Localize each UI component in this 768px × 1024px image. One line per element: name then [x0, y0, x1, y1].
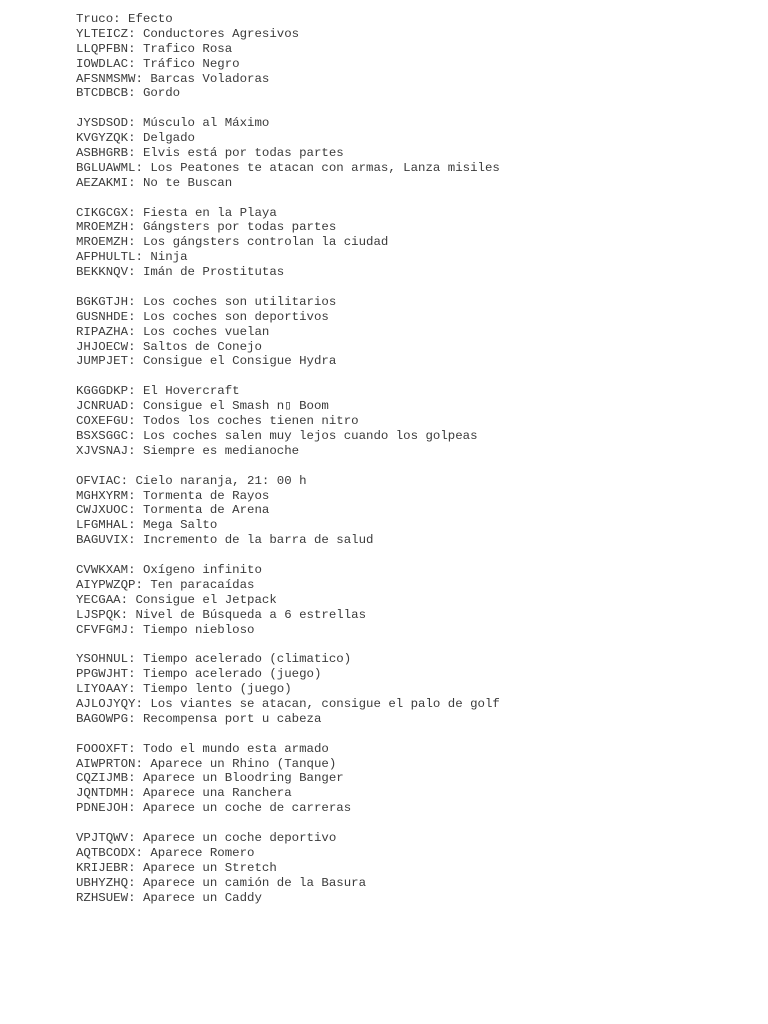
cheat-effect: Aparece un Bloodring Banger — [142, 771, 344, 786]
cheat-line — [76, 712, 756, 727]
group-spacer — [76, 548, 756, 563]
group-spacer — [76, 191, 756, 206]
cheat-line — [76, 444, 756, 459]
cheat-effect: Ten paracaídas — [150, 577, 255, 592]
cheat-line — [76, 876, 756, 891]
cheat-effect: Aparece un coche de carreras — [142, 801, 352, 816]
cheat-effect: Elvis está por todas partes — [142, 146, 344, 161]
cheat-line — [76, 131, 756, 146]
separator: : — [128, 890, 143, 905]
group-spacer — [76, 369, 756, 384]
group-spacer — [76, 459, 756, 474]
cheat-line — [76, 72, 756, 87]
cheat-effect: Imán de Prostitutas — [142, 265, 285, 280]
separator: : — [128, 667, 143, 682]
cheat-effect: Recompensa port u cabeza — [142, 711, 322, 726]
separator: : — [128, 443, 143, 458]
cheat-line — [76, 235, 756, 250]
cheat-effect: Tiempo lento (juego) — [142, 682, 292, 697]
separator: : — [128, 860, 143, 875]
cheat-code: BEKKNQV — [76, 265, 129, 280]
cheat-effect: Tiempo acelerado (climatico) — [142, 652, 352, 667]
cheat-effect: Tráfico Negro — [142, 56, 240, 71]
cheat-line — [76, 757, 756, 772]
cheat-code: BAGUVIX — [76, 533, 129, 548]
cheat-effect: Los Peatones te atacan con armas, Lanza misiles — [150, 160, 500, 175]
cheat-line — [76, 697, 756, 712]
cheat-code: JHJOECW — [76, 339, 129, 354]
cheat-effect: Los viantes se atacan, consigue el palo de golf — [150, 696, 500, 711]
cheat-code: JQNTDMH — [76, 786, 129, 801]
cheat-code: GUSNHDE — [76, 309, 129, 324]
separator: : — [128, 116, 143, 131]
separator: : — [135, 250, 151, 265]
cheat-effect: Siempre es medianoche — [142, 443, 300, 458]
separator: : — [128, 235, 143, 250]
separator: : — [128, 175, 143, 190]
cheat-effect: Aparece un Stretch — [142, 860, 277, 875]
cheat-code: IOWDLAC — [76, 56, 129, 71]
separator: : — [128, 711, 143, 726]
cheat-group — [76, 563, 756, 637]
cheat-line — [76, 42, 756, 57]
separator: : — [128, 56, 143, 71]
separator: : — [128, 414, 143, 429]
cheat-line — [76, 399, 756, 414]
separator: : — [128, 384, 143, 399]
cheat-code: CQZIJMB — [76, 771, 129, 786]
cheat-effect: Consigue el Smash n▯ Boom — [142, 399, 329, 414]
cheat-line — [76, 846, 756, 861]
cheat-line — [76, 340, 756, 355]
cheat-group — [76, 384, 756, 458]
separator: : — [135, 160, 151, 175]
cheat-code: AIWPRTON — [76, 756, 136, 771]
cheat-line — [76, 116, 756, 131]
cheat-effect: Todos los coches tienen nitro — [142, 414, 359, 429]
cheat-code: ASBHGRB — [76, 146, 129, 161]
cheat-code: COXEFGU — [76, 414, 129, 429]
separator: : — [135, 845, 151, 860]
group-spacer — [76, 101, 756, 116]
cheat-code: RZHSUEW — [76, 890, 129, 905]
separator: : — [135, 756, 151, 771]
separator: : — [128, 41, 143, 56]
cheat-line — [76, 429, 756, 444]
cheat-line — [76, 384, 756, 399]
cheat-line — [76, 57, 756, 72]
cheat-line — [76, 489, 756, 504]
group-spacer — [76, 280, 756, 295]
cheat-effect: Aparece un coche deportivo — [142, 830, 337, 845]
cheat-code: PPGWJHT — [76, 667, 129, 682]
cheat-effect: Tiempo acelerado (juego) — [142, 667, 322, 682]
cheat-line — [76, 295, 756, 310]
cheat-effect: Nivel de Búsqueda a 6 estrellas — [135, 607, 367, 622]
separator: : — [128, 294, 143, 309]
separator: : — [128, 533, 143, 548]
cheat-line — [76, 831, 756, 846]
cheat-code: LFGMHAL — [76, 518, 129, 533]
cheat-code: AQTBCODX — [76, 845, 136, 860]
cheat-effect: Tormenta de Rayos — [142, 488, 270, 503]
separator: : — [120, 473, 136, 488]
cheat-line — [76, 27, 756, 42]
separator: : — [135, 71, 151, 86]
cheat-line — [76, 801, 756, 816]
cheat-effect: Aparece un Caddy — [142, 890, 262, 905]
cheat-effect: Músculo al Máximo — [142, 116, 270, 131]
cheat-line — [76, 518, 756, 533]
cheat-line — [76, 206, 756, 221]
cheat-line — [76, 354, 756, 369]
cheat-code: XJVSNAJ — [76, 443, 129, 458]
cheat-effect: Fiesta en la Playa — [142, 205, 277, 220]
cheat-code: AFSNMSMW — [76, 71, 136, 86]
cheat-code: YLTEICZ — [76, 26, 129, 41]
cheat-line — [76, 608, 756, 623]
cheat-effect: Cielo naranja, 21: 00 h — [135, 473, 307, 488]
cheat-groups — [76, 27, 756, 906]
cheat-line — [76, 563, 756, 578]
cheat-line — [76, 503, 756, 518]
cheat-group — [76, 652, 756, 726]
cheat-effect: No te Buscan — [142, 175, 233, 190]
cheat-code: MROEMZH — [76, 235, 129, 250]
cheat-code: JUMPJET — [76, 354, 129, 369]
cheat-code: JYSDSOD — [76, 116, 129, 131]
separator: : — [128, 265, 143, 280]
cheat-line — [76, 533, 756, 548]
cheat-effect: Barcas Voladoras — [150, 71, 270, 86]
cheat-effect: Consigue el Jetpack — [135, 592, 277, 607]
separator: : — [128, 786, 143, 801]
separator: : — [128, 503, 143, 518]
cheat-effect: Aparece un Rhino (Tanque) — [150, 756, 337, 771]
cheat-line — [76, 682, 756, 697]
separator: : — [128, 205, 143, 220]
cheat-code: RIPAZHA — [76, 324, 129, 339]
separator: : — [120, 592, 136, 607]
cheat-line — [76, 578, 756, 593]
separator: : — [128, 652, 143, 667]
separator: : — [128, 131, 143, 146]
cheat-code: JCNRUAD — [76, 399, 129, 414]
separator: : — [128, 428, 143, 443]
cheat-group — [76, 295, 756, 369]
cheat-effect: Tormenta de Arena — [142, 503, 270, 518]
cheat-code: BAGOWPG — [76, 711, 129, 726]
cheat-effect: Aparece Romero — [150, 845, 255, 860]
separator: : — [128, 801, 143, 816]
cheat-line — [76, 176, 756, 191]
cheat-code: OFVIAC — [76, 473, 121, 488]
cheat-effect: Gordo — [142, 86, 181, 101]
cheat-line — [76, 652, 756, 667]
cheat-code: AEZAKMI — [76, 175, 129, 190]
separator: : — [128, 399, 143, 414]
cheat-effect: Los coches vuelan — [142, 324, 270, 339]
separator: : — [135, 577, 151, 592]
cheat-effect: Los coches son utilitarios — [142, 294, 337, 309]
cheat-group — [76, 742, 756, 816]
cheat-group — [76, 831, 756, 905]
cheat-code: AFPHULTL — [76, 250, 136, 265]
separator: : — [128, 518, 143, 533]
cheat-line — [76, 86, 756, 101]
cheat-effect: Gángsters por todas partes — [142, 220, 337, 235]
cheat-line — [76, 220, 756, 235]
cheat-code: YSOHNUL — [76, 652, 129, 667]
separator: : — [128, 771, 143, 786]
cheat-code: CWJXUOC — [76, 503, 129, 518]
separator: : — [128, 562, 143, 577]
cheat-line — [76, 265, 756, 280]
separator: : — [128, 146, 143, 161]
separator: : — [128, 682, 143, 697]
cheat-line — [76, 146, 756, 161]
cheat-group — [76, 474, 756, 548]
cheat-code: AIYPWZQP — [76, 577, 136, 592]
cheat-code: YECGAA — [76, 592, 121, 607]
cheat-line — [76, 623, 756, 638]
cheat-code: BSXSGGC — [76, 428, 129, 443]
cheat-code: LJSPQK — [76, 607, 121, 622]
separator: : — [135, 696, 151, 711]
cheat-effect: Los gángsters controlan la ciudad — [142, 235, 389, 250]
cheat-code: CFVFGMJ — [76, 622, 129, 637]
cheat-line — [76, 742, 756, 757]
cheat-code: FOOOXFT — [76, 741, 129, 756]
cheat-group — [76, 27, 756, 101]
cheat-code: PDNEJOH — [76, 801, 129, 816]
separator: : — [128, 324, 143, 339]
separator: : — [128, 488, 143, 503]
separator: : — [128, 622, 143, 637]
cheat-effect: Los coches son deportivos — [142, 309, 329, 324]
cheat-effect: Trafico Rosa — [142, 41, 233, 56]
cheat-code: BGLUAWML — [76, 160, 136, 175]
cheat-code: MGHXYRM — [76, 488, 129, 503]
cheat-effect: Saltos de Conejo — [142, 339, 262, 354]
cheat-code: AJLOJYQY — [76, 696, 136, 711]
cheat-code: KVGYZQK — [76, 131, 129, 146]
separator: : — [128, 339, 143, 354]
cheat-group — [76, 116, 756, 190]
separator: : — [128, 220, 143, 235]
cheat-line — [76, 593, 756, 608]
cheat-code: BTCDBCB — [76, 86, 129, 101]
cheat-line — [76, 786, 756, 801]
cheat-effect: Los coches salen muy lejos cuando los golpeas — [142, 428, 478, 443]
group-spacer — [76, 637, 756, 652]
group-spacer — [76, 727, 756, 742]
cheat-code: MROEMZH — [76, 220, 129, 235]
cheat-code-document — [76, 12, 756, 905]
separator: : — [128, 830, 143, 845]
cheat-code: LLQPFBN — [76, 41, 129, 56]
separator: : — [128, 354, 143, 369]
separator: : — [128, 86, 143, 101]
cheat-effect: Tiempo niebloso — [142, 622, 255, 637]
separator: : — [120, 607, 136, 622]
cheat-line — [76, 474, 756, 489]
separator: : — [128, 741, 143, 756]
cheat-code: UBHYZHQ — [76, 875, 129, 890]
separator: : — [128, 26, 143, 41]
group-spacer — [76, 816, 756, 831]
cheat-line — [76, 667, 756, 682]
cheat-group — [76, 206, 756, 280]
cheat-line — [76, 161, 756, 176]
cheat-effect: Mega Salto — [142, 518, 218, 533]
cheat-effect: Aparece una Ranchera — [142, 786, 292, 801]
cheat-effect: Oxígeno infinito — [142, 562, 262, 577]
cheat-code: CIKGCGX — [76, 205, 129, 220]
cheat-code: BGKGTJH — [76, 294, 129, 309]
cheat-code: CVWKXAM — [76, 562, 129, 577]
cheat-effect: Todo el mundo esta armado — [142, 741, 329, 756]
cheat-line — [76, 250, 756, 265]
cheat-effect: Consigue el Consigue Hydra — [142, 354, 337, 369]
cheat-effect: Conductores Agresivos — [142, 26, 300, 41]
cheat-effect: El Hovercraft — [142, 384, 240, 399]
separator: : — [128, 875, 143, 890]
cheat-line — [76, 414, 756, 429]
cheat-code: KRIJEBR — [76, 860, 129, 875]
separator: : — [128, 309, 143, 324]
cheat-effect: Delgado — [142, 131, 195, 146]
cheat-code: LIYOAAY — [76, 682, 129, 697]
cheat-line — [76, 861, 756, 876]
cheat-line — [76, 325, 756, 340]
cheat-line — [76, 891, 756, 906]
cheat-line — [76, 771, 756, 786]
cheat-line — [76, 310, 756, 325]
cheat-code: VPJTQWV — [76, 830, 129, 845]
cheat-code: KGGGDKP — [76, 384, 129, 399]
header-line: Truco: Efecto — [76, 12, 173, 26]
cheat-effect: Ninja — [150, 250, 188, 265]
cheat-effect: Aparece un camión de la Basura — [142, 875, 367, 890]
cheat-effect: Incremento de la barra de salud — [142, 533, 374, 548]
